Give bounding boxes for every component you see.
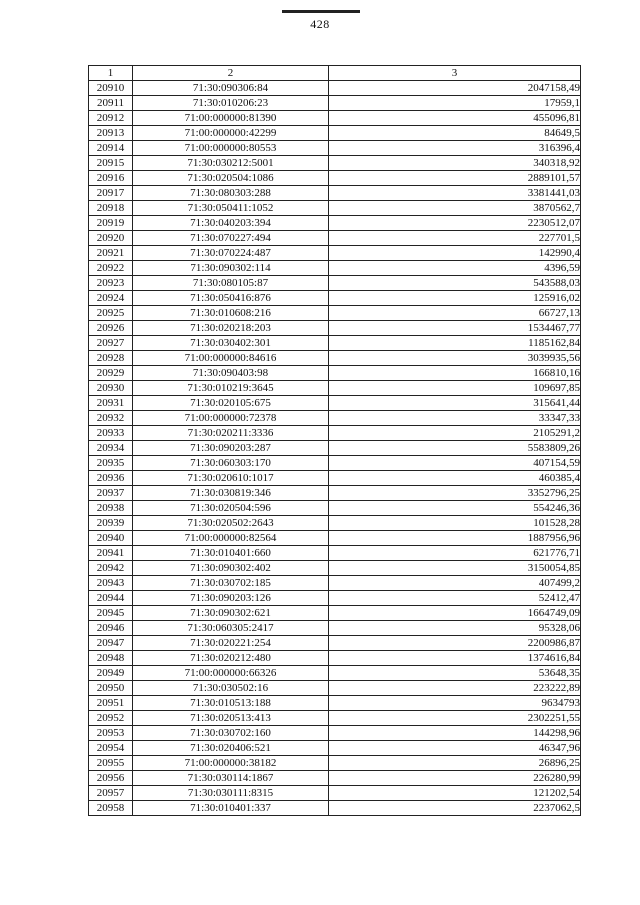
table-row [89,516,581,531]
cadastral-value: 2230512,07 [329,216,581,231]
table-row [89,231,581,246]
row-number: 20924 [89,291,133,306]
cadastral-number: 71:30:050411:1052 [133,201,329,216]
row-number: 20931 [89,396,133,411]
cadastral-number: 71:30:070227:494 [133,231,329,246]
table-row [89,636,581,651]
row-number: 20937 [89,486,133,501]
column-header-2: 2 [133,66,329,81]
row-number: 20911 [89,96,133,111]
table-row [89,276,581,291]
row-number: 20945 [89,606,133,621]
cadastral-number: 71:30:030114:1867 [133,771,329,786]
table-row [89,411,581,426]
row-number: 20950 [89,681,133,696]
cadastral-number: 71:30:020218:203 [133,321,329,336]
cadastral-value: 2105291,2 [329,426,581,441]
cadastral-number: 71:30:020513:413 [133,711,329,726]
row-number: 20910 [89,81,133,96]
cadastral-number: 71:00:000000:72378 [133,411,329,426]
cadastral-number: 71:30:020504:596 [133,501,329,516]
row-number: 20921 [89,246,133,261]
table-row [89,96,581,111]
cadastral-value: 407154,59 [329,456,581,471]
row-number: 20935 [89,456,133,471]
row-number: 20946 [89,621,133,636]
cadastral-number: 71:00:000000:81390 [133,111,329,126]
cadastral-value: 3870562,7 [329,201,581,216]
cadastral-number: 71:00:000000:84616 [133,351,329,366]
table-row [89,696,581,711]
cadastral-number: 71:30:030502:16 [133,681,329,696]
row-number: 20917 [89,186,133,201]
row-number: 20957 [89,786,133,801]
cadastral-number: 71:30:090203:287 [133,441,329,456]
table-row [89,726,581,741]
cadastral-number: 71:30:020211:3336 [133,426,329,441]
row-number: 20928 [89,351,133,366]
row-number: 20939 [89,516,133,531]
cadastral-value: 3352796,25 [329,486,581,501]
cadastral-value: 3039935,56 [329,351,581,366]
cadastral-value: 109697,85 [329,381,581,396]
cadastral-value: 5583809,26 [329,441,581,456]
cadastral-number: 71:30:020221:254 [133,636,329,651]
cadastral-number: 71:30:030111:8315 [133,786,329,801]
row-number: 20943 [89,576,133,591]
cadastral-number: 71:30:070224:487 [133,246,329,261]
row-number: 20919 [89,216,133,231]
table-row [89,246,581,261]
cadastral-value: 53648,35 [329,666,581,681]
cadastral-value: 26896,25 [329,756,581,771]
cadastral-value: 1374616,84 [329,651,581,666]
cadastral-value: 84649,5 [329,126,581,141]
table-row [89,126,581,141]
row-number: 20915 [89,156,133,171]
row-number: 20920 [89,231,133,246]
cadastral-number: 71:30:010219:3645 [133,381,329,396]
table-row [89,456,581,471]
registry-table [88,65,581,816]
page-number: 428 [310,17,330,31]
table-row [89,486,581,501]
row-number: 20916 [89,171,133,186]
cadastral-number: 71:00:000000:80553 [133,141,329,156]
table-row [89,141,581,156]
cadastral-value: 46347,96 [329,741,581,756]
cadastral-value: 2889101,57 [329,171,581,186]
cadastral-number: 71:30:030402:301 [133,336,329,351]
cadastral-number: 71:30:010513:188 [133,696,329,711]
cadastral-number: 71:30:020502:2643 [133,516,329,531]
table-row [89,396,581,411]
table-row [89,81,581,96]
row-number: 20925 [89,306,133,321]
cadastral-value: 3381441,03 [329,186,581,201]
cadastral-number: 71:00:000000:42299 [133,126,329,141]
table-row [89,366,581,381]
row-number: 20914 [89,141,133,156]
cadastral-value: 66727,13 [329,306,581,321]
cadastral-value: 1185162,84 [329,336,581,351]
cadastral-number: 71:30:090403:98 [133,366,329,381]
table-row [89,741,581,756]
cadastral-value: 543588,03 [329,276,581,291]
row-number: 20940 [89,531,133,546]
cadastral-number: 71:30:090203:126 [133,591,329,606]
table-row [89,666,581,681]
cadastral-number: 71:30:010206:23 [133,96,329,111]
row-number: 20948 [89,651,133,666]
cadastral-value: 2237062,5 [329,801,581,816]
cadastral-number: 71:30:010401:337 [133,801,329,816]
table-row [89,786,581,801]
cadastral-number: 71:30:020105:675 [133,396,329,411]
cadastral-number: 71:30:090302:621 [133,606,329,621]
cadastral-value: 125916,02 [329,291,581,306]
cadastral-number: 71:00:000000:66326 [133,666,329,681]
cadastral-value: 17959,1 [329,96,581,111]
cadastral-value: 315641,44 [329,396,581,411]
cadastral-number: 71:30:090302:402 [133,561,329,576]
cadastral-value: 101528,28 [329,516,581,531]
cadastral-number: 71:30:060305:2417 [133,621,329,636]
row-number: 20956 [89,771,133,786]
cadastral-value: 554246,36 [329,501,581,516]
cadastral-value: 1534467,77 [329,321,581,336]
table-row [89,681,581,696]
table-row [89,111,581,126]
cadastral-number: 71:30:030702:160 [133,726,329,741]
row-number: 20930 [89,381,133,396]
cadastral-value: 9634793 [329,696,581,711]
row-number: 20942 [89,561,133,576]
cadastral-value: 144298,96 [329,726,581,741]
table-row [89,471,581,486]
table-body [89,81,581,816]
cadastral-number: 71:30:080105:87 [133,276,329,291]
cadastral-number: 71:30:060303:170 [133,456,329,471]
table-row [89,291,581,306]
row-number: 20953 [89,726,133,741]
cadastral-value: 1664749,09 [329,606,581,621]
table-row [89,201,581,216]
row-number: 20941 [89,546,133,561]
cadastral-number: 71:30:040203:394 [133,216,329,231]
cadastral-value: 4396,59 [329,261,581,276]
cadastral-value: 2302251,55 [329,711,581,726]
cadastral-number: 71:30:090306:84 [133,81,329,96]
cadastral-value: 95328,06 [329,621,581,636]
cadastral-number: 71:30:050416:876 [133,291,329,306]
table-row [89,771,581,786]
cadastral-number: 71:30:030212:5001 [133,156,329,171]
row-number: 20954 [89,741,133,756]
row-number: 20951 [89,696,133,711]
cadastral-value: 407499,2 [329,576,581,591]
cadastral-value: 2200986,87 [329,636,581,651]
cadastral-value: 2047158,49 [329,81,581,96]
table-row [89,261,581,276]
table-row [89,591,581,606]
table-row [89,711,581,726]
table-row [89,621,581,636]
cadastral-number: 71:00:000000:82564 [133,531,329,546]
table-row [89,561,581,576]
cadastral-value: 226280,99 [329,771,581,786]
row-number: 20933 [89,426,133,441]
table-row [89,801,581,816]
row-number: 20922 [89,261,133,276]
cadastral-value: 455096,81 [329,111,581,126]
table-row [89,321,581,336]
row-number: 20927 [89,336,133,351]
row-number: 20949 [89,666,133,681]
table-row [89,756,581,771]
table-row [89,351,581,366]
table-row [89,531,581,546]
cadastral-value: 227701,5 [329,231,581,246]
cadastral-value: 121202,54 [329,786,581,801]
cadastral-number: 71:00:000000:38182 [133,756,329,771]
table-row [89,576,581,591]
table-row [89,546,581,561]
row-number: 20923 [89,276,133,291]
cadastral-number: 71:30:030819:346 [133,486,329,501]
table-row [89,186,581,201]
header-row [89,66,581,81]
row-number: 20958 [89,801,133,816]
table-row [89,381,581,396]
cadastral-number: 71:30:020406:521 [133,741,329,756]
row-number: 20938 [89,501,133,516]
cadastral-value: 142990,4 [329,246,581,261]
column-header-3: 3 [329,66,581,81]
cadastral-value: 1887956,96 [329,531,581,546]
cadastral-value: 33347,33 [329,411,581,426]
table-row [89,441,581,456]
cadastral-number: 71:30:020610:1017 [133,471,329,486]
row-number: 20929 [89,366,133,381]
cadastral-value: 223222,89 [329,681,581,696]
cadastral-number: 71:30:020504:1086 [133,171,329,186]
cadastral-value: 316396,4 [329,141,581,156]
row-number: 20934 [89,441,133,456]
cadastral-value: 166810,16 [329,366,581,381]
row-number: 20955 [89,756,133,771]
cadastral-number: 71:30:090302:114 [133,261,329,276]
cadastral-number: 71:30:010608:216 [133,306,329,321]
table-row [89,501,581,516]
cadastral-value: 3150054,85 [329,561,581,576]
table-row [89,336,581,351]
row-number: 20932 [89,411,133,426]
table-row [89,306,581,321]
table-row [89,156,581,171]
row-number: 20918 [89,201,133,216]
cadastral-number: 71:30:010401:660 [133,546,329,561]
table-row [89,606,581,621]
row-number: 20913 [89,126,133,141]
cadastral-value: 52412,47 [329,591,581,606]
row-number: 20912 [89,111,133,126]
table-row [89,651,581,666]
cadastral-value: 340318,92 [329,156,581,171]
cadastral-number: 71:30:080303:288 [133,186,329,201]
row-number: 20936 [89,471,133,486]
cadastral-value: 621776,71 [329,546,581,561]
row-number: 20952 [89,711,133,726]
cadastral-value: 460385,4 [329,471,581,486]
table-row [89,216,581,231]
table-row [89,171,581,186]
cadastral-number: 71:30:020212:480 [133,651,329,666]
cadastral-number: 71:30:030702:185 [133,576,329,591]
table-row [89,426,581,441]
top-rule [282,10,360,13]
column-header-1: 1 [89,66,133,81]
row-number: 20944 [89,591,133,606]
row-number: 20947 [89,636,133,651]
row-number: 20926 [89,321,133,336]
